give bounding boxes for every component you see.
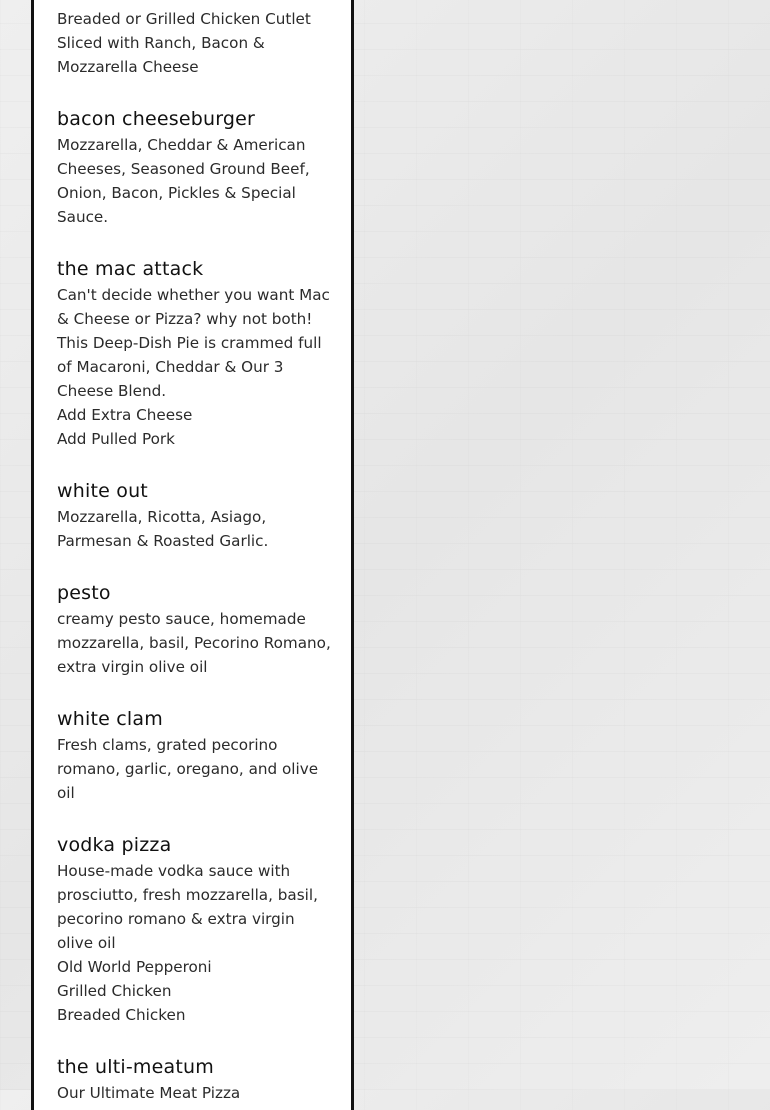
- background-left-strip: [0, 0, 31, 1090]
- menu-item-white-clam[interactable]: [57, 707, 332, 805]
- menu-item-description: Can't decide whether you want Mac & Cheese or Pizza? why not both! This Deep-Dish Pie is crammed full of Macaroni, Cheddar & Our 3 Cheese Blend.: [57, 286, 330, 400]
- menu-item-option-add-extra-cheese[interactable]: Add Extra Cheese: [57, 406, 193, 424]
- menu-panel: [31, 0, 354, 1110]
- menu-item-description: Breaded or Grilled Chicken Cutlet Sliced with Ranch, Bacon & Mozzarella Cheese: [57, 10, 311, 76]
- menu-item-title: bacon cheeseburger: [57, 108, 256, 130]
- menu-item-chicken-bacon-ranch[interactable]: [57, 7, 332, 79]
- menu-item-the-mac-attack[interactable]: [57, 257, 332, 451]
- menu-item-bacon-cheeseburger[interactable]: [57, 107, 332, 229]
- menu-item-description: creamy pesto sauce, homemade mozzarella, basil, Pecorino Romano, extra virgin olive oil: [57, 610, 331, 676]
- menu-item-the-ulti-meatum[interactable]: [57, 1055, 332, 1105]
- menu-item-title: white clam: [57, 708, 163, 730]
- menu-item-option-grilled-chicken[interactable]: Grilled Chicken: [57, 982, 172, 1000]
- menu-item-title: white out: [57, 480, 148, 502]
- menu-item-title: pesto: [57, 582, 111, 604]
- menu-item-option-old-world-pepperoni[interactable]: Old World Pepperoni: [57, 958, 212, 976]
- menu-item-description: Mozzarella, Ricotta, Asiago, Parmesan & Roasted Garlic.: [57, 508, 269, 550]
- menu-item-vodka-pizza[interactable]: [57, 833, 332, 1027]
- menu-item-pesto[interactable]: [57, 581, 332, 679]
- menu-item-title: vodka pizza: [57, 834, 172, 856]
- menu-item-description: Mozzarella, Cheddar & American Cheeses, Seasoned Ground Beef, Onion, Bacon, Pickles & Special Sauce.: [57, 136, 310, 226]
- menu-item-description: House-made vodka sauce with prosciutto, fresh mozzarella, basil, pecorino romano & extra virgin olive oil: [57, 862, 318, 952]
- menu-item-title: the ulti-meatum: [57, 1056, 214, 1078]
- menu-item-description: Our Ultimate Meat Pizza: [57, 1084, 241, 1102]
- menu-item-title: the mac attack: [57, 258, 204, 280]
- menu-item-option-breaded-chicken[interactable]: Breaded Chicken: [57, 1006, 186, 1024]
- menu-item-description: Fresh clams, grated pecorino romano, garlic, oregano, and olive oil: [57, 736, 319, 802]
- menu-item-white-out[interactable]: [57, 479, 332, 553]
- menu-item-option-add-pulled-pork[interactable]: Add Pulled Pork: [57, 430, 175, 448]
